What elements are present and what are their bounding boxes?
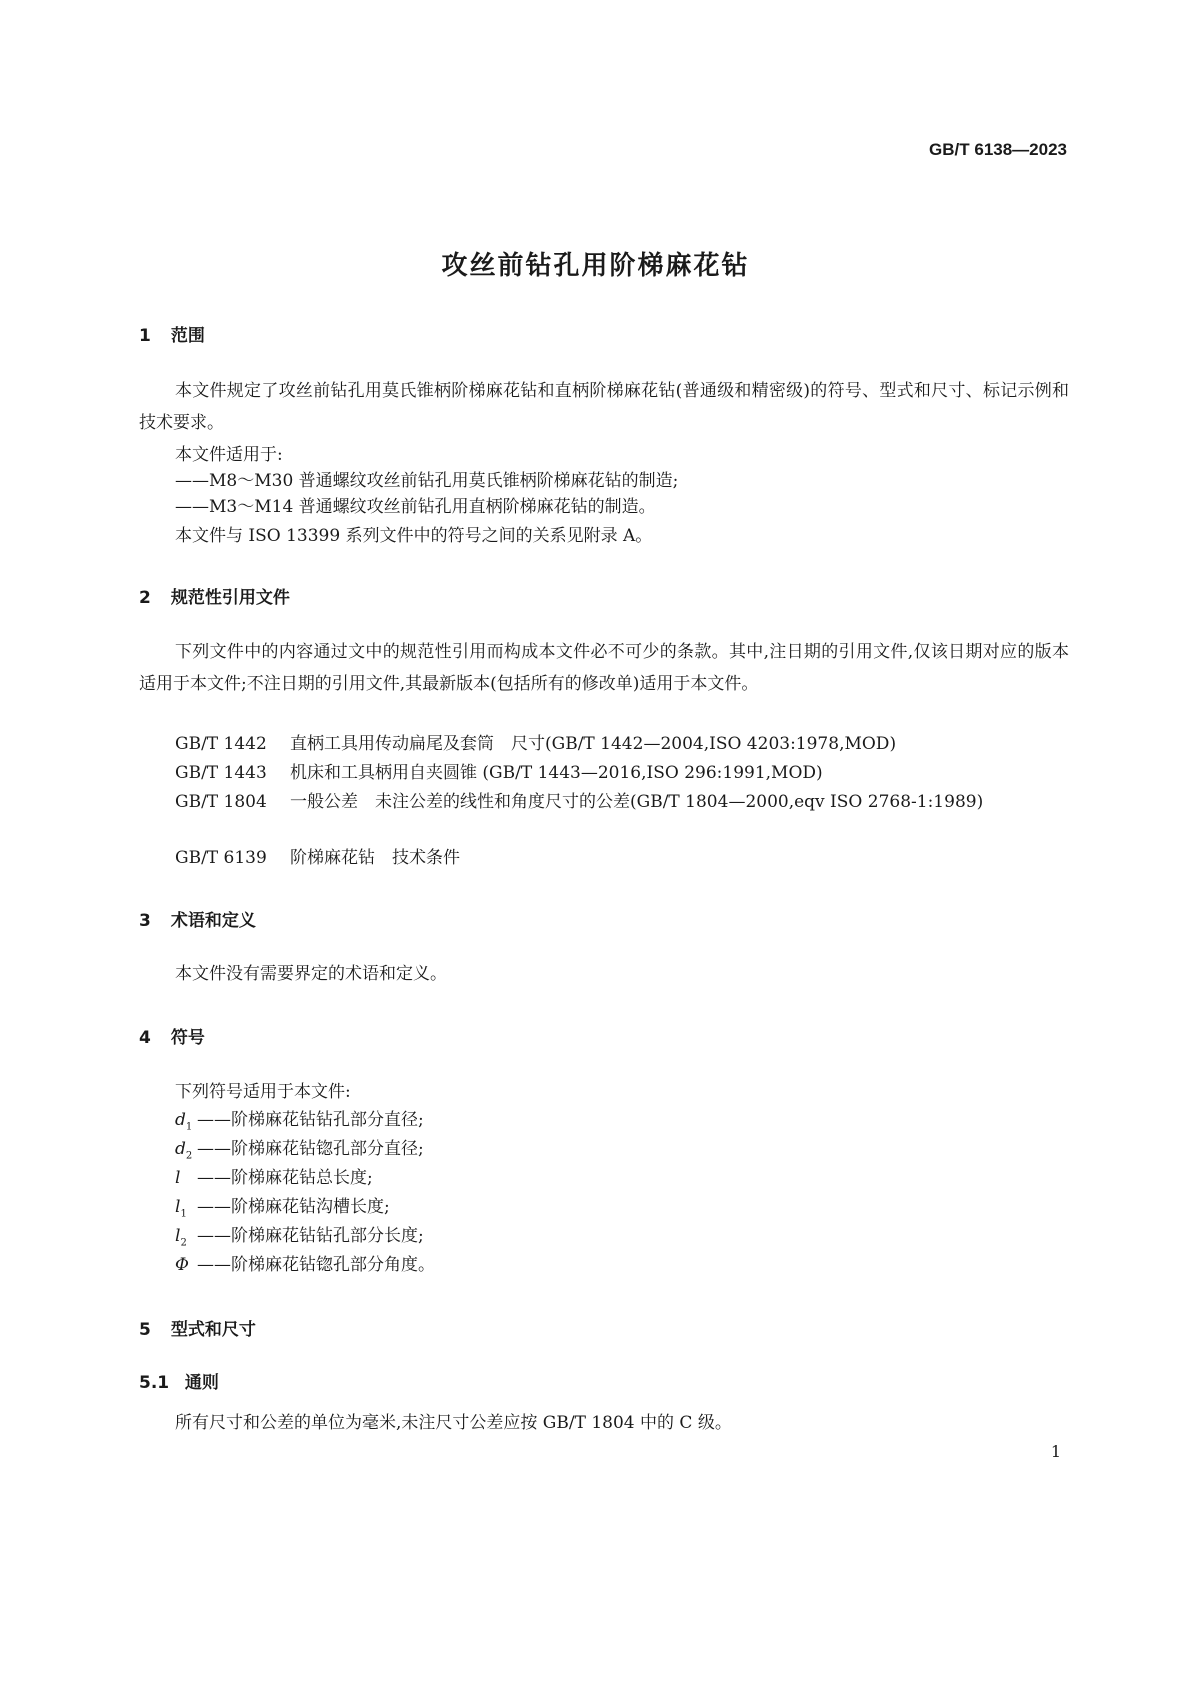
reference-code: GB/T 1442 (175, 734, 267, 754)
symbol-description: ——阶梯麻花钻沟槽长度; (197, 1197, 390, 1217)
page-number: 1 (1050, 1442, 1061, 1461)
symbol-description: ——阶梯麻花钻锪孔部分直径; (197, 1139, 424, 1159)
section-number: 5 (139, 1320, 151, 1340)
section-5-1-heading (139, 1368, 219, 1393)
section-1-paragraph-2: 本文件适用于: (175, 445, 283, 465)
reference-code: GB/T 1443 (175, 763, 267, 783)
symbol: $l_2$ (175, 1226, 187, 1249)
section-3-heading (139, 906, 256, 931)
reference-title: 阶梯麻花钻 技术条件 (290, 848, 460, 868)
section-2-heading (139, 583, 290, 608)
section-5-heading (139, 1315, 256, 1340)
symbol: $d_1$ (175, 1110, 193, 1133)
symbol-item (175, 1249, 435, 1288)
reference-item (139, 786, 1069, 818)
section-number: 2 (139, 588, 151, 608)
reference-title: 机床和工具柄用自夹圆锥 (GB/T 1443—2016,ISO 296:1991,MOD) (290, 763, 823, 783)
symbol: $l_1$ (175, 1197, 187, 1220)
symbol-description: ——阶梯麻花钻钻孔部分长度; (197, 1226, 424, 1246)
section-number: 3 (139, 911, 151, 931)
subsection-title: 通则 (184, 1373, 219, 1393)
document-code: GB/T 6138—2023 (929, 140, 1067, 159)
reference-item (139, 728, 1069, 760)
reference-title: 直柄工具用传动扁尾及套筒 尺寸(GB/T 1442—2004,ISO 4203:1978,MOD) (290, 734, 897, 754)
symbol-description: ——阶梯麻花钻钻孔部分直径; (197, 1110, 424, 1130)
section-title: 范围 (170, 326, 205, 346)
section-1-heading (139, 321, 205, 346)
section-5-1-paragraph-1: 所有尺寸和公差的单位为毫米,未注尺寸公差应按 GB/T 1804 中的 C 级。 (175, 1413, 732, 1433)
section-2-paragraph-1: 下列文件中的内容通过文中的规范性引用而构成本文件必不可少的条款。其中,注日期的引用文件,仅该日期对应的版本适用于本文件;不注日期的引用文件,其最新版本(包括所有的修改单)适用于本文件。 (139, 642, 1069, 694)
section-4-paragraph-1: 下列符号适用于本文件: (175, 1082, 351, 1102)
section-title: 规范性引用文件 (170, 588, 290, 608)
symbol: $d_2$ (175, 1139, 193, 1162)
section-1-list-item-2: ——M3～M14 普通螺纹攻丝前钻孔用直柄阶梯麻花钻的制造。 (175, 497, 656, 517)
section-1-paragraph-1: 本文件规定了攻丝前钻孔用莫氏锥柄阶梯麻花钻和直柄阶梯麻花钻(普通级和精密级)的符号、型式和尺寸、标记示例和技术要求。 (139, 381, 1069, 433)
reference-item (139, 842, 1069, 874)
section-3-paragraph-1: 本文件没有需要界定的术语和定义。 (175, 964, 447, 984)
reference-code: GB/T 1804 (175, 792, 267, 812)
symbol: Φ (175, 1255, 189, 1275)
reference-title: 一般公差 未注公差的线性和角度尺寸的公差(GB/T 1804—2000,eqv ISO 2768-1:1989) (290, 792, 984, 812)
symbol: l (175, 1168, 181, 1188)
symbol-description: ——阶梯麻花钻锪孔部分角度。 (197, 1255, 435, 1275)
section-number: 4 (139, 1028, 151, 1048)
section-number: 1 (139, 326, 151, 346)
section-title: 术语和定义 (170, 911, 256, 931)
reference-item (139, 757, 1069, 789)
section-title: 符号 (170, 1028, 205, 1048)
symbol-description: ——阶梯麻花钻总长度; (197, 1168, 373, 1188)
section-title: 型式和尺寸 (170, 1320, 256, 1340)
reference-code: GB/T 6139 (175, 848, 267, 868)
section-4-heading (139, 1023, 205, 1048)
subsection-number: 5.1 (139, 1373, 170, 1393)
document-title: 攻丝前钻孔用阶梯麻花钻 (441, 251, 750, 281)
section-1-list-item-1: ——M8～M30 普通螺纹攻丝前钻孔用莫氏锥柄阶梯麻花钻的制造; (175, 471, 679, 491)
section-1-paragraph-3: 本文件与 ISO 13399 系列文件中的符号之间的关系见附录 A。 (175, 526, 653, 546)
